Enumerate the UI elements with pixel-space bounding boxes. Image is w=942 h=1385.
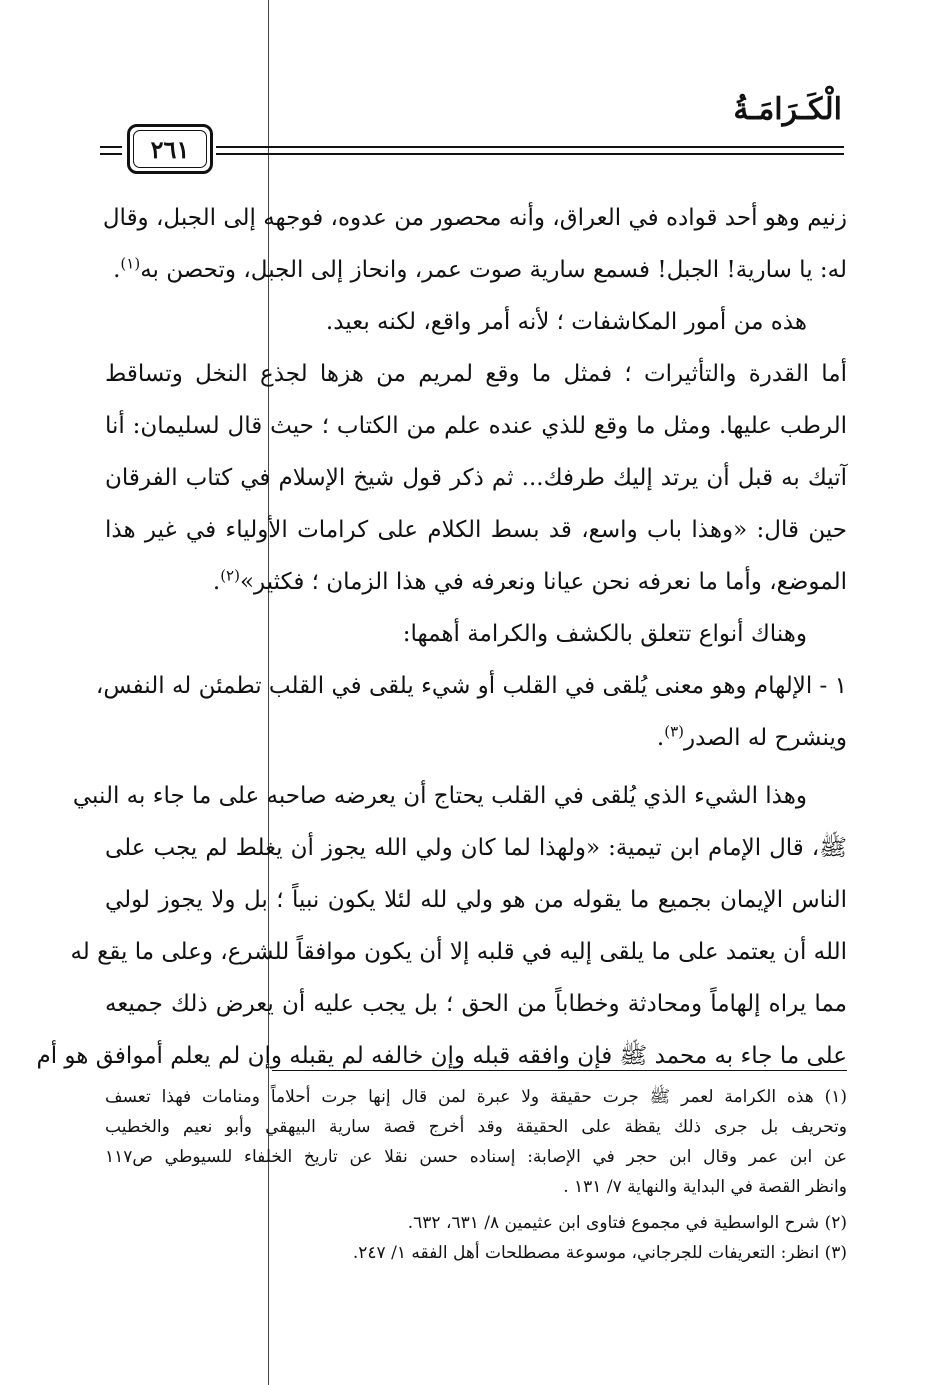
text-line: ١ - الإلهام وهو معنى يُلقى في القلب أو شيء يلقى في القلب تطمئن له النفس، [95, 673, 847, 699]
text-line: آتيك به قبل أن يرتد إليك طرفك... ثم ذكر قول شيخ الإسلام في كتاب الفرقان [105, 465, 847, 491]
text-line-content: الموضع، وأما ما نعرفه نحن عيانا ونعرفه في هذا الزمان ؛ فكثير» [239, 569, 847, 595]
footnote-mark: (٢) [220, 566, 240, 585]
line-end-period: . [113, 257, 121, 283]
running-title: الْكَـرَامَـةُ [733, 92, 842, 127]
footnote-line: (١) هذه الكرامة لعمر ﷺ جرت حقيقة ولا عبرة لمن قال إنها جرت أحلاماً ومنامات فهذا تعسف [105, 1087, 847, 1107]
page-number: ٢٦١ [150, 134, 190, 164]
footnote-line: عن ابن عمر وقال ابن حجر في الإصابة: إسناده حسن نقلا عن تاريخ الخلفاء للسيوطي ص١١٧ [105, 1147, 847, 1167]
footnote-line: وانظر القصة في البداية والنهاية ٧/ ١٣١ . [563, 1177, 847, 1197]
header-double-rule [216, 146, 844, 155]
text-line: حين قال: «وهذا باب واسع، قد بسط الكلام على كرامات الأولياء في غير هذا [105, 517, 847, 543]
footnote-line: (٢) شرح الواسطية في مجموع فتاوى ابن عثيمين ٨/ ٦٣١، ٦٣٢. [407, 1213, 847, 1233]
page-number-frame [127, 124, 213, 174]
text-line: ﷺ، قال الإمام ابن تيمية: «ولهذا لما كان ولي الله يجوز أن يغلط لم يجب على [105, 835, 847, 861]
header-left-dash [100, 146, 122, 155]
text-line: على ما جاء به محمد ﷺ فإن وافقه قبله وإن خالفه لم يقبله وإن لم يعلم أموافق هو أم [36, 1043, 847, 1069]
text-line: أما القدرة والتأثيرات ؛ فمثل ما وقع لمريم من هزها لجذع النخل وتساقط [105, 361, 847, 387]
footnote-mark: (٣) [664, 722, 684, 741]
text-line: الرطب عليها. ومثل ما وقع للذي عنده علم من الكتاب ؛ حيث قال لسليمان: أنا [105, 413, 847, 439]
text-line [105, 712, 847, 764]
line-end-period: . [212, 569, 221, 595]
text-line-content: له: يا سارية! الجبل! فسمع سارية صوت عمر، وانحاز إلى الجبل، وتحصن به [140, 257, 847, 283]
text-line [105, 244, 847, 296]
text-line: مما يراه إلهاماً ومحادثة وخطاباً من الحق ؛ بل يجب عليه أن يعرض ذلك جميعه [105, 991, 847, 1017]
main-text [36, 192, 847, 1082]
footnote-separator [272, 1070, 847, 1071]
footnote-mark: (١) [120, 254, 141, 273]
footnote-line: وتحريف بل جرى ذلك يقظة على الحقيقة وقد أخرج قصة سارية البيهقي وأبو نعيم والخطيب [105, 1117, 847, 1137]
text-line: وهذا الشيء الذي يُلقى في القلب يحتاج أن يعرضه صاحبه على ما جاء به النبي [72, 783, 807, 809]
text-line [105, 556, 847, 608]
text-line: زنيم وهو أحد قواده في العراق، وأنه محصور من عدوه، فوجهه إلى الجبل، وقال [102, 205, 847, 231]
text-line: هذه من أمور المكاشفات ؛ لأنه أمر واقع، لكنه بعيد. [325, 309, 807, 335]
footnote-line: (٣) انظر: التعريفات للجرجاني، موسوعة مصطلحات أهل الفقه ١/ ٢٤٧. [352, 1243, 847, 1263]
text-line: الله أن يعتمد على ما يلقى إليه في قلبه إلا أن يكون موافقاً للشرع، وعلى ما يقع له [70, 939, 847, 965]
line-end-period: . [656, 725, 665, 751]
text-line: الناس الإيمان بجميع ما يقوله من هو ولي لله لئلا يكون نبياً ؛ بل ولا يجوز لولي [105, 887, 847, 913]
footnotes [105, 1082, 847, 1268]
text-line: وهناك أنواع تتعلق بالكشف والكرامة أهمها: [402, 621, 807, 647]
text-line-content: وينشرح له الصدر [684, 725, 847, 751]
